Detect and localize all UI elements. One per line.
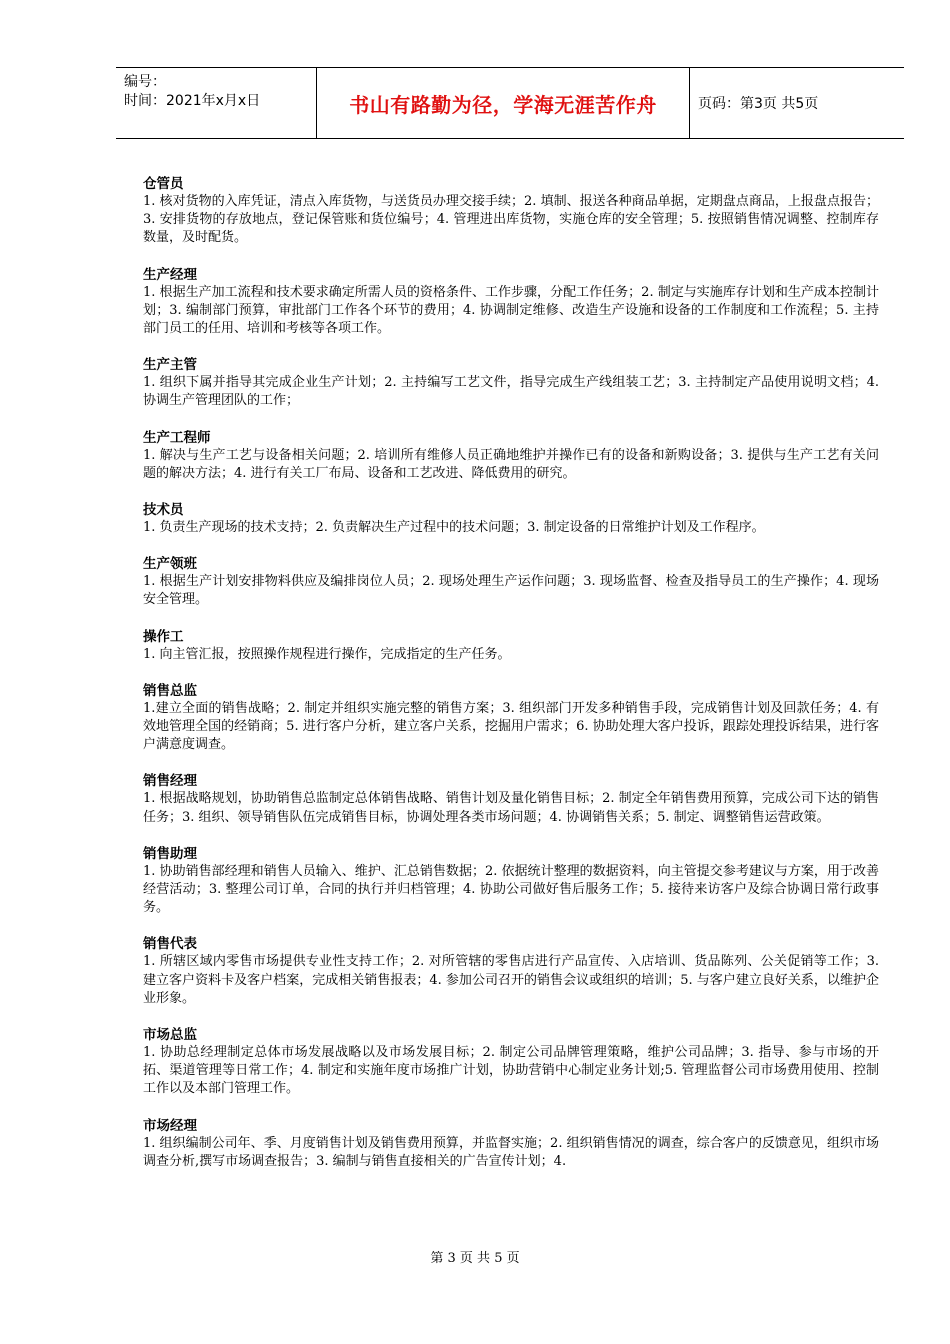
page-header [116,67,904,139]
section-title: 市场经理 [143,1117,197,1134]
header-page-info: 页码：第3页 共5页 [698,96,819,112]
document-time-label: 时间：2021年x月x日 [124,93,261,109]
section-technician [143,502,879,537]
section-title: 技术员 [143,502,184,519]
document-number-label: 编号： [124,74,166,90]
section-body: 1. 组织下属并指导其完成企业生产计划；2. 主持编写工艺文件，指导完成生产线组装工艺；3. 主持制定产品使用说明文档；4. 协调生产管理团队的工作； [143,375,879,409]
section-body: 1. 组织编制公司年、季、月度销售计划及销售费用预算，并监督实施；2. 组织销售情况的调查，综合客户的反馈意见，组织市场调查分析,撰写市场调查报告；3. 编制与销售直接相关的广告宣传计划；4. [143,1135,879,1169]
section-title: 销售经理 [143,773,197,790]
header-motto: 书山有路勤为径，学海无涯苦作舟 [349,92,657,117]
section-title: 生产主管 [143,357,197,374]
section-body: 1. 协助总经理制定总体市场发展战略以及市场发展目标；2. 制定公司品牌管理策略，维护公司品牌；3. 指导、参与市场的开拓、渠道管理等日常工作；4. 制定和实施年度市场推广计划，协助营销中心制定业务计划;5. 管理监督公司市场费用使用、控制工作以及本部门管理工作。 [143,1045,879,1097]
section-title: 生产工程师 [143,429,211,446]
header-motto-cell [316,68,690,138]
section-operator [143,629,879,664]
section-sales-assistant [143,846,879,918]
section-production-foreman [143,556,879,609]
section-sales-representative [143,936,879,1008]
section-body: 1. 所辖区域内零售市场提供专业性支持工作；2. 对所管辖的零售店进行产品宣传、入店培训、货品陈列、公关促销等工作；3. 建立客户资料卡及客户档案，完成相关销售报表；4. 参加公司召开的销售会议或组织的培训；5. 与客户建立良好关系，以维护企业形象。 [143,954,879,1006]
section-title: 销售代表 [143,936,197,953]
section-warehouse-keeper [143,176,879,248]
header-left-cell [116,68,316,138]
section-body: 1. 核对货物的入库凭证，清点入库货物，与送货员办理交接手续；2. 填制、报送各种商品单据，定期盘点商品，上报盘点报告；3. 安排货物的存放地点，登记保管账和货位编号；4. 管理进出库货物，实施仓库的安全管理；5. 按照销售情况调整、控制库存数量，及时配货。 [143,194,879,246]
footer-page-number: 第 3 页 共 5 页 [430,1251,520,1266]
section-body: 1.建立全面的销售战略；2. 制定并组织实施完整的销售方案；3. 组织部门开发多种销售手段，完成销售计划及回款任务；4. 有效地管理全国的经销商；5. 进行客户分析，建立客户关系，挖掘用户需求；6. 协助处理大客户投诉，跟踪处理投诉结果，进行客户满意度调查。 [143,700,879,753]
section-body: 1. 负责生产现场的技术支持；2. 负责解决生产过程中的技术问题；3. 制定设备的日常维护计划及工作程序。 [143,520,765,536]
section-body: 1. 根据战略规划，协助销售总监制定总体销售战略、销售计划及量化销售目标；2. 制定全年销售费用预算，完成公司下达的销售任务；3. 组织、领导销售队伍完成销售目标，协调处理各类市场问题；4. 协调销售关系；5. 制定、调整销售运营政策。 [143,791,879,825]
section-body: 1. 解决与生产工艺与设备相关问题；2. 培训所有维修人员正确地维护并操作已有的设备和新购设备；3. 提供与生产工艺有关问题的解决方法；4. 进行有关工厂布局、设备和工艺改进、降低费用的研究。 [143,447,879,481]
section-body: 1. 协助销售部经理和销售人员输入、维护、汇总销售数据；2. 依据统计整理的数据资料，向主管提交参考建议与方案，用于改善经营活动；3. 整理公司订单，合同的执行并归档管理；4. 协助公司做好售后服务工作；5. 接待来访客户及综合协调日常行政事务。 [143,863,879,916]
section-title: 生产经理 [143,266,197,283]
section-body: 1. 向主管汇报，按照操作规程进行操作，完成指定的生产任务。 [143,646,511,662]
section-title: 销售总监 [143,682,197,699]
section-body: 1. 根据生产计划安排物料供应及编排岗位人员；2. 现场处理生产运作问题；3. 现场监督、检查及指导员工的生产操作；4. 现场安全管理。 [143,574,879,608]
section-title: 销售助理 [143,845,197,862]
section-production-supervisor [143,357,879,410]
section-sales-director [143,683,879,755]
section-body: 1. 根据生产加工流程和技术要求确定所需人员的资格条件、工作步骤，分配工作任务；2. 制定与实施库存计划和生产成本控制计划；3. 编制部门预算，审批部门工作各个环节的费用；4. 协调制定维修、改造生产设施和设备的工作制度和工作流程；5. 主持部门员工的任用、培训和考核等各项工作。 [143,284,879,337]
section-marketing-manager [143,1118,879,1171]
section-sales-manager [143,773,879,826]
section-title: 生产领班 [143,556,197,573]
section-title: 市场总监 [143,1027,197,1044]
page-footer [0,1247,950,1266]
section-production-engineer [143,430,879,483]
section-title: 仓管员 [143,176,184,192]
document-body [143,176,879,1190]
section-title: 操作工 [143,628,184,645]
section-marketing-director [143,1027,879,1099]
section-production-manager [143,267,879,339]
